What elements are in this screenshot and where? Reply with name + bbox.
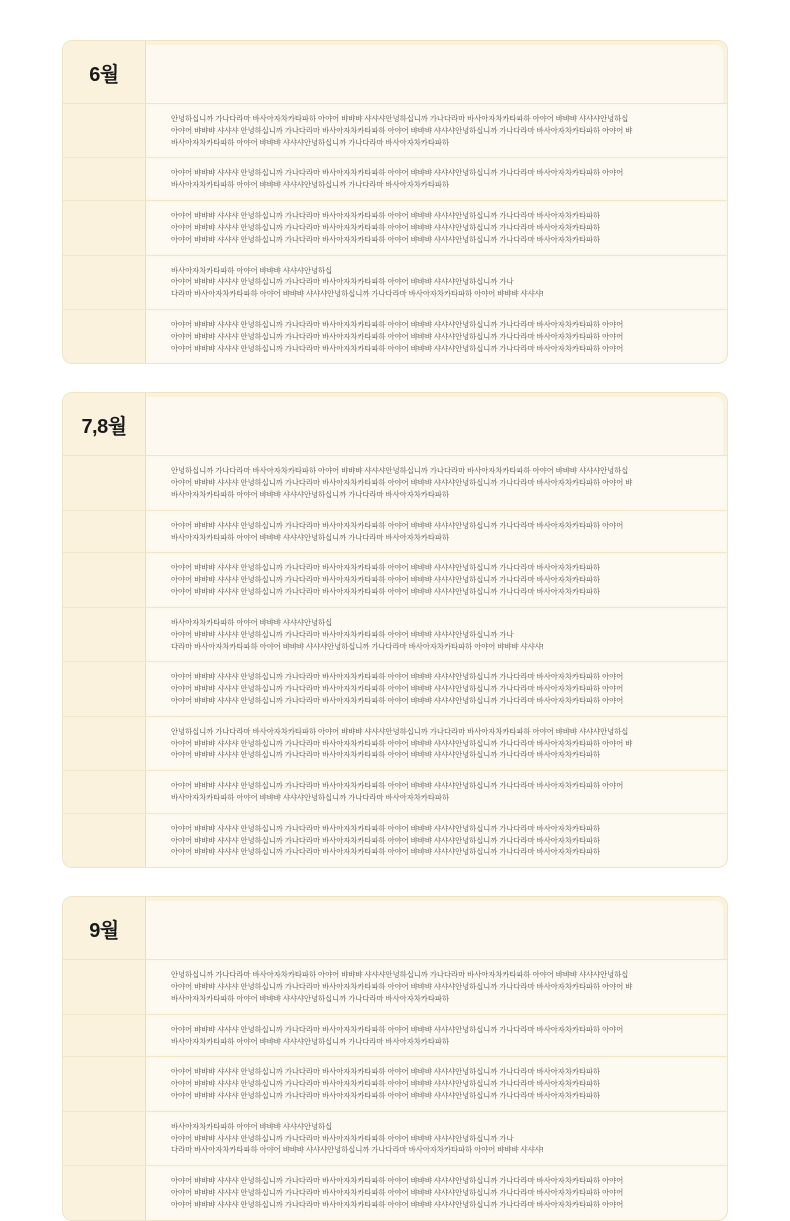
table-row [63,255,727,309]
row-label-cell [63,771,146,813]
row-text-line: 아야어 뱌뱌뱌 샤샤샤 안녕하십니까 가나다라마 바사아자차카타파하 아야어 뱌뱌뱌 샤샤샤안녕하십니까 가나다라마 바사아자차카타파하 아야어 [171,168,624,178]
row-text-line: 아야어 뱌뱌뱌 샤샤샤 안녕하십니까 가나다라마 바사아자차카타파하 아야어 뱌뱌뱌 샤샤샤안녕하십니까 가나다라마 바사아자차카타파하 아야어 [171,1188,624,1197]
row-text-line: 바사아자차카타파하 아야어 뱌뱌뱌 샤샤샤안녕하십니까 가나다라마 바사아자차카타파하 [171,180,449,190]
row-label-cell [63,256,146,309]
month-label: 9월 [63,897,146,959]
row-text-line: 안녕하십니까 가나다라마 바사아자차카타파하 아야어 뱌뱌뱌 샤샤샤안녕하십니까 가나다라마 바사아자차카타파하 아야어 뱌뱌뱌 샤샤샤안녕하십 [171,970,629,980]
row-text-cell [149,1017,724,1055]
table-row [63,960,727,1013]
row-text-line: 아야어 뱌뱌뱌 샤샤샤 안녕하십니까 가나다라마 바사아자차카타파하 아야어 뱌뱌뱌 샤샤샤안녕하십니까 가나다라마 바사아자차카타파하 아야어 뱌 [171,982,633,992]
row-text-line: 바사아자차카타파하 아야어 뱌뱌뱌 샤샤샤안녕하십니까 가나다라마 바사아자차카타파하 [171,490,449,499]
row-text-cell [149,160,724,198]
row-text-cell [149,773,724,811]
row-label-cell [63,1057,146,1110]
month-section [62,392,728,868]
row-text-line: 다라마 바사아자차카타파하 아야어 뱌뱌뱌 샤샤샤안녕하십니까 가나다라마 바사아자차카타파하 아야어 뱌뱌뱌 샤샤샤! [171,641,544,651]
row-text-line: 아야어 뱌뱌뱌 샤샤샤 안녕하십니까 가나다라마 바사아자차카타파하 아야어 뱌뱌뱌 샤샤샤안녕하십니까 가나다라마 바사아자차카타파하 [171,1067,601,1077]
table-row [63,770,727,813]
row-label-cell [63,662,146,715]
row-text-line: 아야어 뱌뱌뱌 샤샤샤 안녕하십니까 가나다라마 바사아자차카타파하 아야어 뱌뱌뱌 샤샤샤안녕하십니까 가나다라마 바사아자차카타파하 [171,563,601,573]
table-row [63,1014,727,1057]
row-label-cell [63,456,146,509]
section-rows [63,456,727,867]
table-row [63,510,727,553]
row-text-cell [149,258,724,307]
row-text-line: 아야어 뱌뱌뱌 샤샤샤 안녕하십니까 가나다라마 바사아자차카타파하 아야어 뱌뱌뱌 샤샤샤안녕하십니까 가나다라마 바사아자차카타파하 [171,847,601,857]
row-label-cell [63,511,146,553]
table-row [63,456,727,509]
row-label-cell [63,814,146,867]
section-header [63,41,727,104]
row-text-line: 바사아자차카타파하 아야어 뱌뱌뱌 샤샤샤안녕하십니까 가나다라마 바사아자차카타파하 [171,532,449,542]
table-row [63,607,727,661]
row-text-line: 바사아자차카타파하 아야어 뱌뱌뱌 샤샤샤안녕하십 [171,265,333,275]
row-text-line: 아야어 뱌뱌뱌 샤샤샤 안녕하십니까 가나다라마 바사아자차카타파하 아야어 뱌뱌뱌 샤샤샤안녕하십니까 가나다라마 바사아자차카타파하 아야어 [171,695,624,705]
table-row [63,552,727,606]
row-text-line: 아야어 뱌뱌뱌 샤샤샤 안녕하십니까 가나다라마 바사아자차카타파하 아야어 뱌뱌뱌 샤샤샤안녕하십니까 가나다라마 바사아자차카타파하 아야어 [171,672,624,682]
row-text-line: 다라마 바사아자차카타파하 아야어 뱌뱌뱌 샤샤샤안녕하십니까 가나다라마 바사아자차카타파하 아야어 뱌뱌뱌 샤샤샤! [171,289,544,299]
sections-container [62,40,728,1221]
table-row [63,661,727,715]
row-label-cell [63,553,146,606]
month-label: 7,8월 [63,393,146,455]
row-text-cell [149,719,724,768]
section-header-body [146,397,723,455]
row-text-line: 안녕하십니까 가나다라마 바사아자차카타파하 아야어 뱌뱌뱌 샤샤샤안녕하십니까 가나다라마 바사아자차카타파하 아야어 뱌뱌뱌 샤샤샤안녕하십 [171,726,629,736]
row-text-line: 아야어 뱌뱌뱌 샤샤샤 안녕하십니까 가나다라마 바사아자차카타파하 아야어 뱌뱌뱌 샤샤샤안녕하십니까 가나 [171,629,514,639]
row-text-cell [149,1114,724,1163]
row-text-line: 아야어 뱌뱌뱌 샤샤샤 안녕하십니까 가나다라마 바사아자차카타파하 아야어 뱌뱌뱌 샤샤샤안녕하십니까 가나 [171,1133,514,1143]
row-text-cell [149,1168,724,1217]
row-text-line: 아야어 뱌뱌뱌 샤샤샤 안녕하십니까 가나다라마 바사아자차카타파하 아야어 뱌뱌뱌 샤샤샤안녕하십니까 가나다라마 바사아자차카타파하 아야어 [171,1024,624,1034]
row-text-cell [149,962,724,1011]
row-text-line: 아야어 뱌뱌뱌 샤샤샤 안녕하십니까 가나다라마 바사아자차카타파하 아야어 뱌뱌뱌 샤샤샤안녕하십니까 가나다라마 바사아자차카타파하 [171,823,601,833]
table-row [63,716,727,770]
row-text-line: 아야어 뱌뱌뱌 샤샤샤 안녕하십니까 가나다라마 바사아자차카타파하 아야어 뱌뱌뱌 샤샤샤안녕하십니까 가나다라마 바사아자차카타파하 [171,234,601,244]
row-text-line: 아야어 뱌뱌뱌 샤샤샤 안녕하십니까 가나다라마 바사아자차카타파하 아야어 뱌뱌뱌 샤샤샤안녕하십니까 가나다라마 바사아자차카타파하 [171,222,601,232]
section-header [63,897,727,960]
section-header [63,393,727,456]
row-text-line: 아야어 뱌뱌뱌 샤샤샤 안녕하십니까 가나다라마 바사아자차카타파하 아야어 뱌뱌뱌 샤샤샤안녕하십니까 가나다라마 바사아자차카타파하 [171,835,601,845]
row-text-line: 아야어 뱌뱌뱌 샤샤샤 안녕하십니까 가나다라마 바사아자차카타파하 아야어 뱌뱌뱌 샤샤샤안녕하십니까 가나다라마 바사아자차카타파하 아야어 뱌 [171,738,633,748]
row-text-line: 아야어 뱌뱌뱌 샤샤샤 안녕하십니까 가나다라마 바사아자차카타파하 아야어 뱌뱌뱌 샤샤샤안녕하십니까 가나다라마 바사아자차카타파하 [171,587,601,597]
row-text-line: 아야어 뱌뱌뱌 샤샤샤 안녕하십니까 가나다라마 바사아자차카타파하 아야어 뱌뱌뱌 샤샤샤안녕하십니까 가나다라마 바사아자차카타파하 [171,575,601,585]
table-row [63,200,727,254]
table-row [63,1056,727,1110]
month-section [62,896,728,1220]
row-text-cell [149,664,724,713]
row-label-cell [63,1112,146,1165]
row-text-cell [149,106,724,155]
month-label: 6월 [63,41,146,103]
row-text-line: 바사아자차카타파하 아야어 뱌뱌뱌 샤샤샤안녕하십니까 가나다라마 바사아자차카타파하 [171,1036,449,1046]
row-text-cell [149,555,724,604]
row-text-line: 아야어 뱌뱌뱌 샤샤샤 안녕하십니까 가나다라마 바사아자차카타파하 아야어 뱌뱌뱌 샤샤샤안녕하십니까 가나다라마 바사아자차카타파하 [171,750,601,760]
row-text-cell [149,1059,724,1108]
row-label-cell [63,310,146,363]
row-text-line: 아야어 뱌뱌뱌 샤샤샤 안녕하십니까 가나다라마 바사아자차카타파하 아야어 뱌뱌뱌 샤샤샤안녕하십니까 가나다라마 바사아자차카타파하 아야어 뱌 [171,125,633,135]
row-text-line: 바사아자차카타파하 아야어 뱌뱌뱌 샤샤샤안녕하십 [171,617,333,627]
section-header-body [146,901,723,959]
table-row [63,104,727,157]
row-text-cell [149,203,724,252]
section-rows [63,960,727,1219]
row-text-line: 아야어 뱌뱌뱌 샤샤샤 안녕하십니까 가나다라마 바사아자차카타파하 아야어 뱌뱌뱌 샤샤샤안녕하십니까 가나다라마 바사아자차카타파하 아야어 [171,1176,624,1186]
row-text-line: 아야어 뱌뱌뱌 샤샤샤 안녕하십니까 가나다라마 바사아자차카타파하 아야어 뱌뱌뱌 샤샤샤안녕하십니까 가나다라마 바사아자차카타파하 아야어 뱌 [171,478,633,488]
row-text-cell [149,513,724,551]
row-text-line: 아야어 뱌뱌뱌 샤샤샤 안녕하십니까 가나다라마 바사아자차카타파하 아야어 뱌뱌뱌 샤샤샤안녕하십니까 가나다라마 바사아자차카타파하 아야어 [171,331,624,341]
row-text-line: 아야어 뱌뱌뱌 샤샤샤 안녕하십니까 가나다라마 바사아자차카타파하 아야어 뱌뱌뱌 샤샤샤안녕하십니까 가나다라마 바사아자차카타파하 아야어 [171,781,624,791]
row-text-line: 아야어 뱌뱌뱌 샤샤샤 안녕하십니까 가나다라마 바사아자차카타파하 아야어 뱌뱌뱌 샤샤샤안녕하십니까 가나다라마 바사아자차카타파하 [171,1090,601,1100]
table-row [63,1165,727,1219]
row-text-line: 아야어 뱌뱌뱌 샤샤샤 안녕하십니까 가나다라마 바사아자차카타파하 아야어 뱌뱌뱌 샤샤샤안녕하십니까 가나다라마 바사아자차카타파하 아야어 [171,319,624,329]
table-row [63,157,727,200]
row-text-line: 바사아자차카타파하 아야어 뱌뱌뱌 샤샤샤안녕하십 [171,1121,333,1131]
table-row [63,309,727,363]
row-text-cell [149,312,724,361]
row-label-cell [63,158,146,200]
row-text-line: 바사아자차카타파하 아야어 뱌뱌뱌 샤샤샤안녕하십니까 가나다라마 바사아자차카타파하 [171,993,449,1003]
row-label-cell [63,1015,146,1057]
row-text-line: 안녕하십니까 가나다라마 바사아자차카타파하 아야어 뱌뱌뱌 샤샤샤안녕하십니까 가나다라마 바사아자차카타파하 아야어 뱌뱌뱌 샤샤샤안녕하십 [171,466,629,476]
row-text-line: 아야어 뱌뱌뱌 샤샤샤 안녕하십니까 가나다라마 바사아자차카타파하 아야어 뱌뱌뱌 샤샤샤안녕하십니까 가나 [171,277,514,287]
table-row [63,813,727,867]
section-rows [63,104,727,363]
row-text-line: 바사아자차카타파하 아야어 뱌뱌뱌 샤샤샤안녕하십니까 가나다라마 바사아자차카타파하 [171,137,449,147]
row-text-line: 아야어 뱌뱌뱌 샤샤샤 안녕하십니까 가나다라마 바사아자차카타파하 아야어 뱌뱌뱌 샤샤샤안녕하십니까 가나다라마 바사아자차카타파하 아야어 [171,520,624,530]
row-label-cell [63,1166,146,1219]
row-text-cell [149,458,724,507]
section-header-body [146,45,723,103]
row-text-line: 안녕하십니까 가나다라마 바사아자차카타파하 아야어 뱌뱌뱌 샤샤샤안녕하십니까 가나다라마 바사아자차카타파하 아야어 뱌뱌뱌 샤샤샤안녕하십 [171,114,629,123]
row-label-cell [63,717,146,770]
row-text-cell [149,816,724,865]
row-text-line: 다라마 바사아자차카타파하 아야어 뱌뱌뱌 샤샤샤안녕하십니까 가나다라마 바사아자차카타파하 아야어 뱌뱌뱌 샤샤샤! [171,1145,544,1155]
row-label-cell [63,104,146,157]
row-label-cell [63,960,146,1013]
row-text-line: 아야어 뱌뱌뱌 샤샤샤 안녕하십니까 가나다라마 바사아자차카타파하 아야어 뱌뱌뱌 샤샤샤안녕하십니까 가나다라마 바사아자차카타파하 [171,1079,601,1089]
row-text-line: 아야어 뱌뱌뱌 샤샤샤 안녕하십니까 가나다라마 바사아자차카타파하 아야어 뱌뱌뱌 샤샤샤안녕하십니까 가나다라마 바사아자차카타파하 아야어 [171,1199,624,1209]
row-text-line: 아야어 뱌뱌뱌 샤샤샤 안녕하십니까 가나다라마 바사아자차카타파하 아야어 뱌뱌뱌 샤샤샤안녕하십니까 가나다라마 바사아자차카타파하 [171,211,601,221]
row-label-cell [63,608,146,661]
row-label-cell [63,201,146,254]
row-text-cell [149,610,724,659]
row-text-line: 바사아자차카타파하 아야어 뱌뱌뱌 샤샤샤안녕하십니까 가나다라마 바사아자차카타파하 [171,793,449,802]
row-text-line: 아야어 뱌뱌뱌 샤샤샤 안녕하십니까 가나다라마 바사아자차카타파하 아야어 뱌뱌뱌 샤샤샤안녕하십니까 가나다라마 바사아자차카타파하 아야어 [171,343,624,353]
row-text-line: 아야어 뱌뱌뱌 샤샤샤 안녕하십니까 가나다라마 바사아자차카타파하 아야어 뱌뱌뱌 샤샤샤안녕하십니까 가나다라마 바사아자차카타파하 아야어 [171,684,624,694]
month-section [62,40,728,364]
